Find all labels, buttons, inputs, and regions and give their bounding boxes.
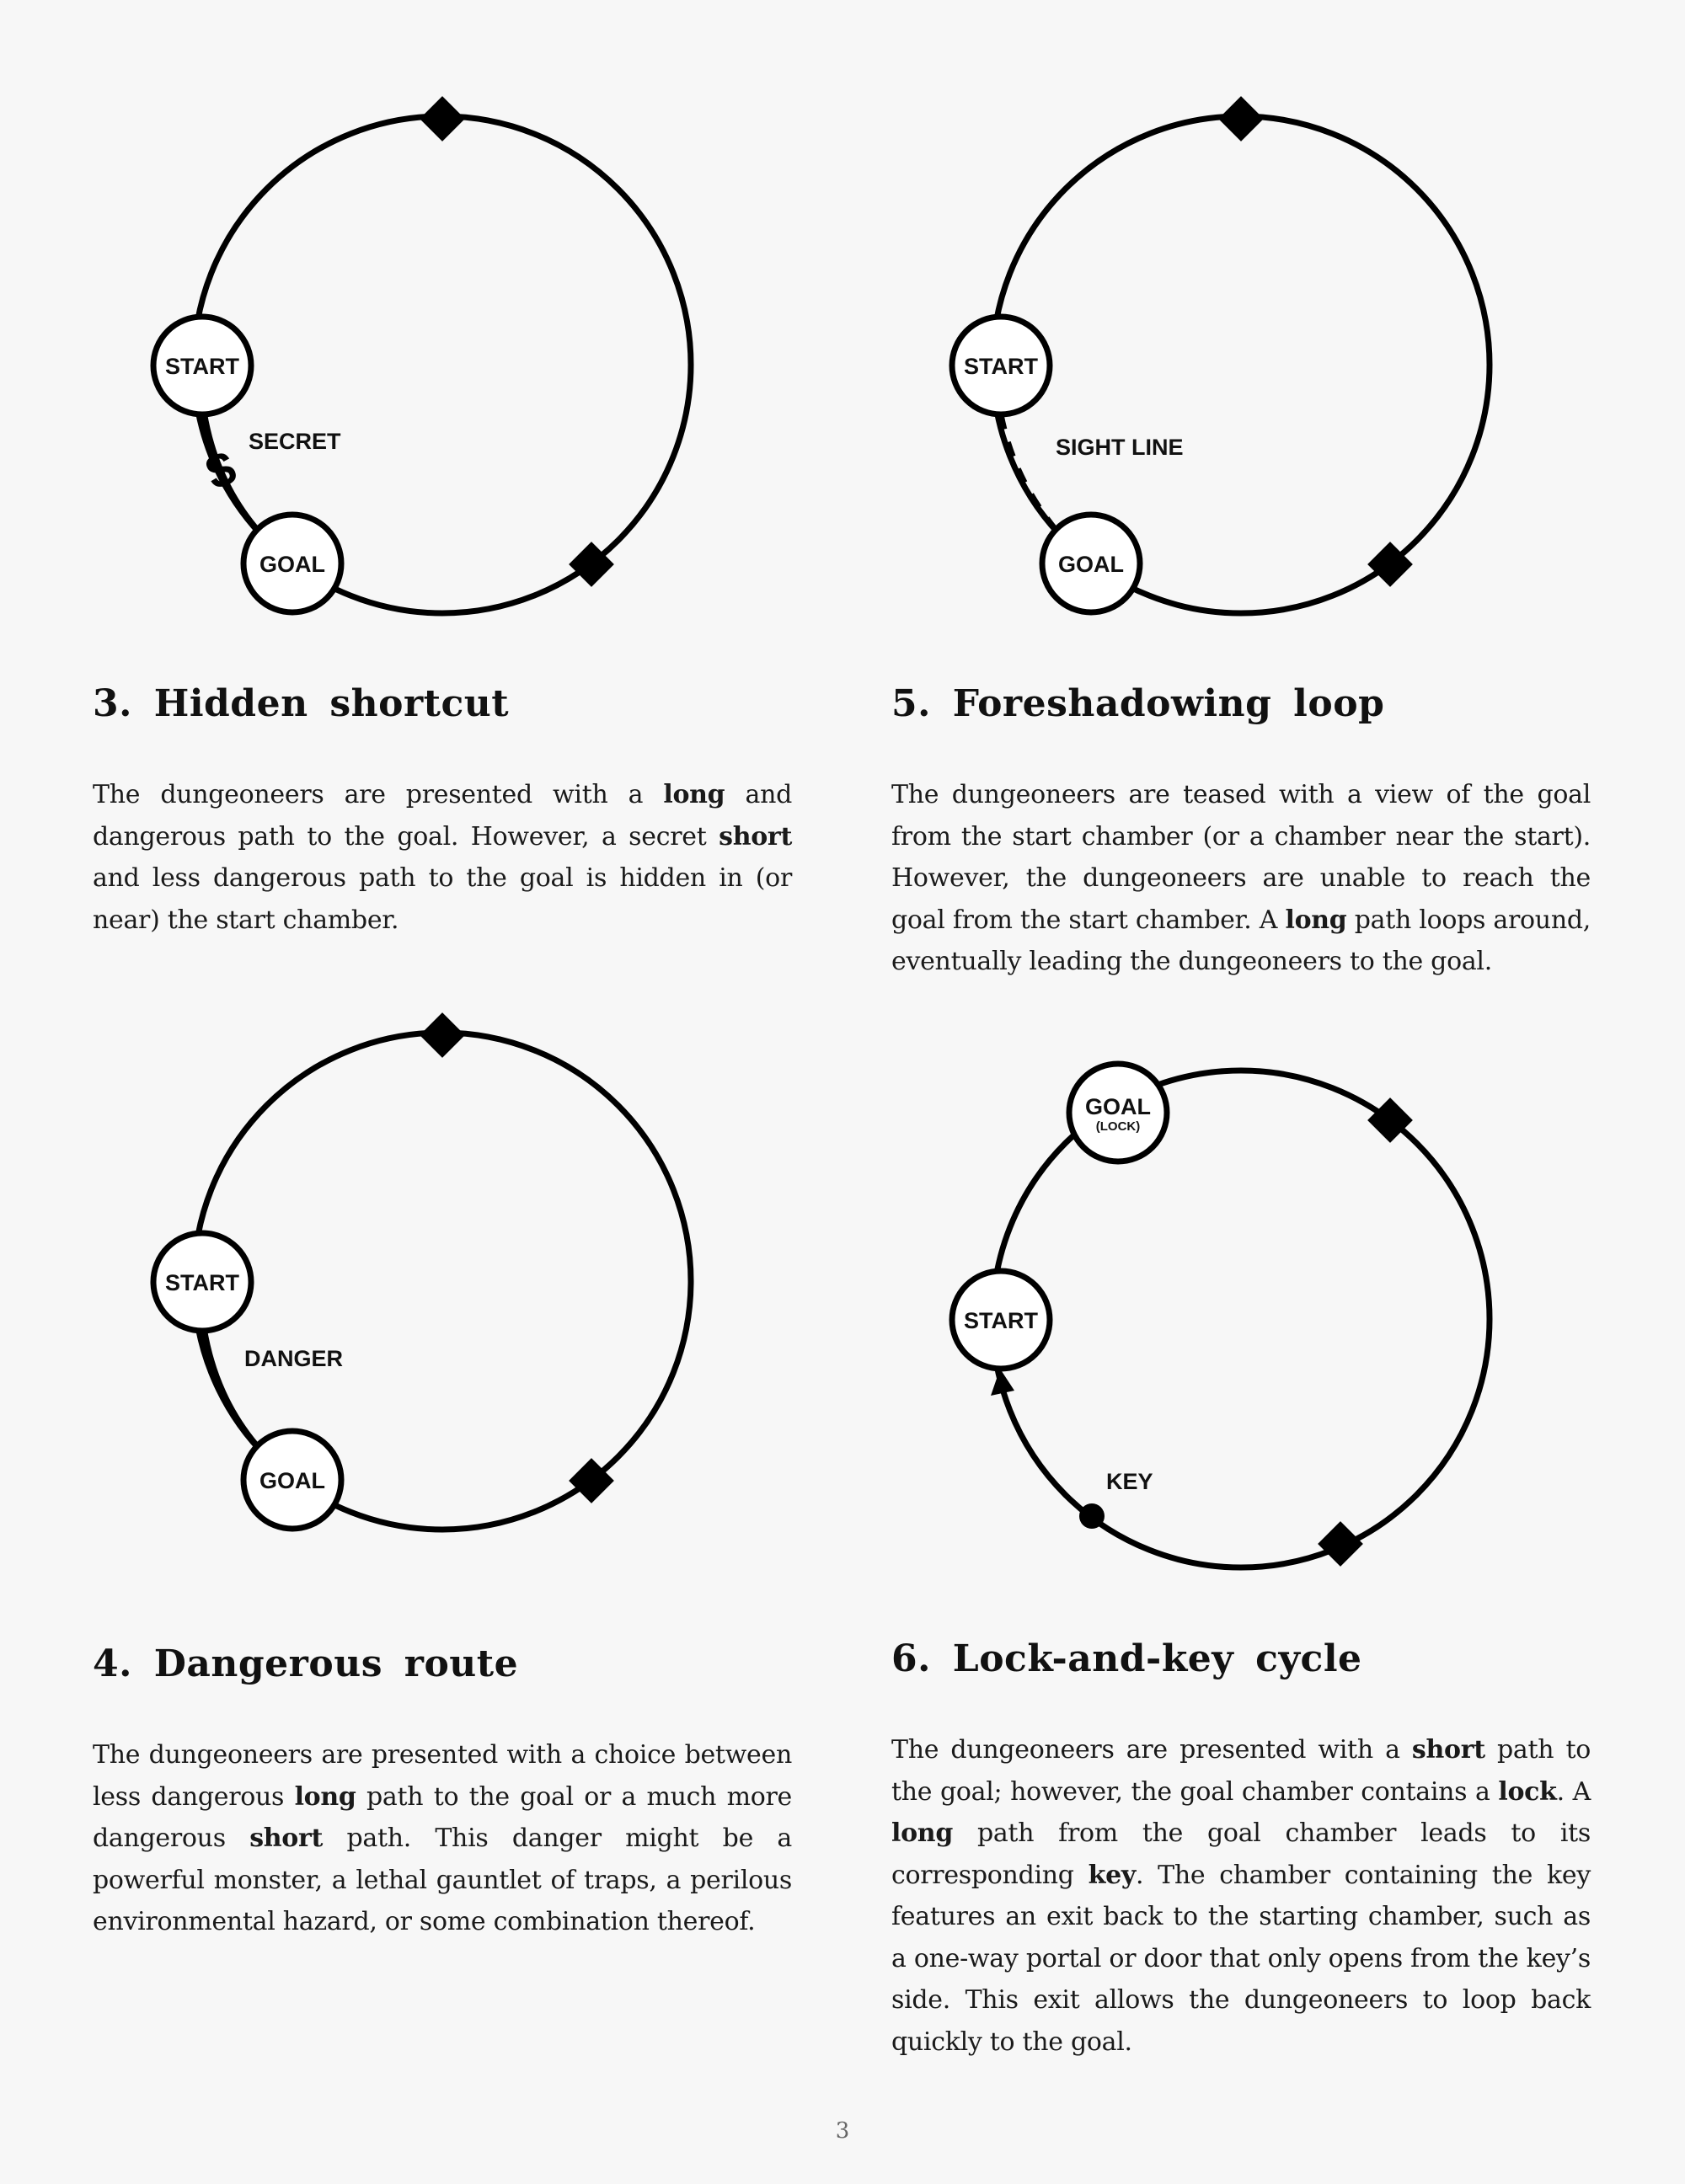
section-title: 5. Foreshadowing loop [891, 682, 1385, 725]
section-body [891, 1729, 1591, 2063]
bold-term: key [1088, 1860, 1137, 1890]
text-run: path loops around, eventually leading the dungeoneers to the goal. [891, 905, 1591, 976]
path-label: SECRET [249, 429, 341, 454]
sight-line-path [1001, 414, 1060, 535]
bold-term: long [294, 1781, 356, 1812]
text-run: The dungeoneers are presented with a choice between less dangerous [93, 1740, 792, 1812]
start-label: START [165, 1270, 239, 1295]
one-way-arrow-icon [991, 1369, 1014, 1396]
chamber-diamond [1218, 96, 1264, 142]
chamber-diamond [420, 96, 465, 142]
start-label: START [964, 1308, 1038, 1333]
bold-term: short [719, 821, 792, 852]
text-run: . A [1556, 1776, 1591, 1807]
goal-label: GOAL [259, 552, 325, 577]
diagram-foreshadowing-loop [933, 84, 1523, 632]
bold-term: short [249, 1824, 324, 1853]
loop-path [992, 1071, 1490, 1567]
bold-term: short [1411, 1735, 1485, 1765]
section-title: 6. Lock-and-key cycle [891, 1637, 1362, 1680]
diagram-lock-and-key [933, 1039, 1523, 1586]
bold-term: long [1285, 905, 1347, 935]
section-dangerous-route [93, 1642, 792, 1943]
text-run: The dungeoneers are presented with a [891, 1735, 1412, 1765]
secret-marker-icon: $ [198, 440, 243, 501]
diagram-dangerous-route [135, 1001, 725, 1548]
bold-term: lock [1498, 1776, 1557, 1807]
page-number: 3 [835, 2118, 850, 2144]
lock-label: (LOCK) [1095, 1119, 1141, 1134]
text-run: path from the goal chamber leads to its corresponding [891, 1818, 1591, 1890]
chamber-diamond [420, 1012, 465, 1058]
goal-label: GOAL [1058, 552, 1124, 577]
text-run: . The chamber containing the key features an exit back to the starting chamber, such as a one-way portal or door that only opens from the key’s side. This exit allows the dungeoneers to loop back quickly to the goal. [891, 1860, 1591, 2057]
key-dot [1079, 1503, 1105, 1529]
path-label: DANGER [244, 1346, 344, 1371]
section-hidden-shortcut [93, 682, 792, 941]
text-run: path. This danger might be a powerful monster, a lethal gauntlet of traps, a perilous environmental hazard, or some combination thereof. [93, 1824, 792, 1936]
bold-term: long [663, 780, 725, 809]
start-label: START [964, 354, 1038, 379]
text-run: path to the goal or a much more dangerous [93, 1781, 792, 1853]
text-run: and less dangerous path to the goal is hidden in (or near) the start chamber. [93, 863, 792, 935]
text-run: and dangerous path to the goal. However, a secret [93, 780, 793, 852]
start-label: START [165, 354, 239, 379]
diagram-hidden-shortcut [135, 84, 725, 632]
text-run: The dungeoneers are presented with a [93, 780, 664, 809]
section-title: 4. Dangerous route [93, 1642, 519, 1685]
section-body [93, 774, 792, 941]
section-body [891, 774, 1591, 983]
goal-label: GOAL [1085, 1094, 1151, 1119]
path-label: SIGHT LINE [1056, 435, 1184, 460]
section-lock-and-key [891, 1637, 1591, 2063]
bold-term: long [891, 1818, 953, 1848]
section-body [93, 1734, 792, 1943]
text-run: The dungeoneers are teased with a view of the goal from the start chamber (or a chamber near the start). However, the dungeoneers are unable to reach the goal from the start chamber. A [891, 780, 1591, 935]
text-run: path to the goal; however, the goal chamber contains a [891, 1735, 1591, 1807]
chamber-diamond [1318, 1521, 1363, 1567]
section-title: 3. Hidden shortcut [93, 682, 510, 725]
goal-label: GOAL [259, 1468, 325, 1493]
path-label: KEY [1106, 1469, 1153, 1494]
section-foreshadowing-loop [891, 682, 1591, 983]
